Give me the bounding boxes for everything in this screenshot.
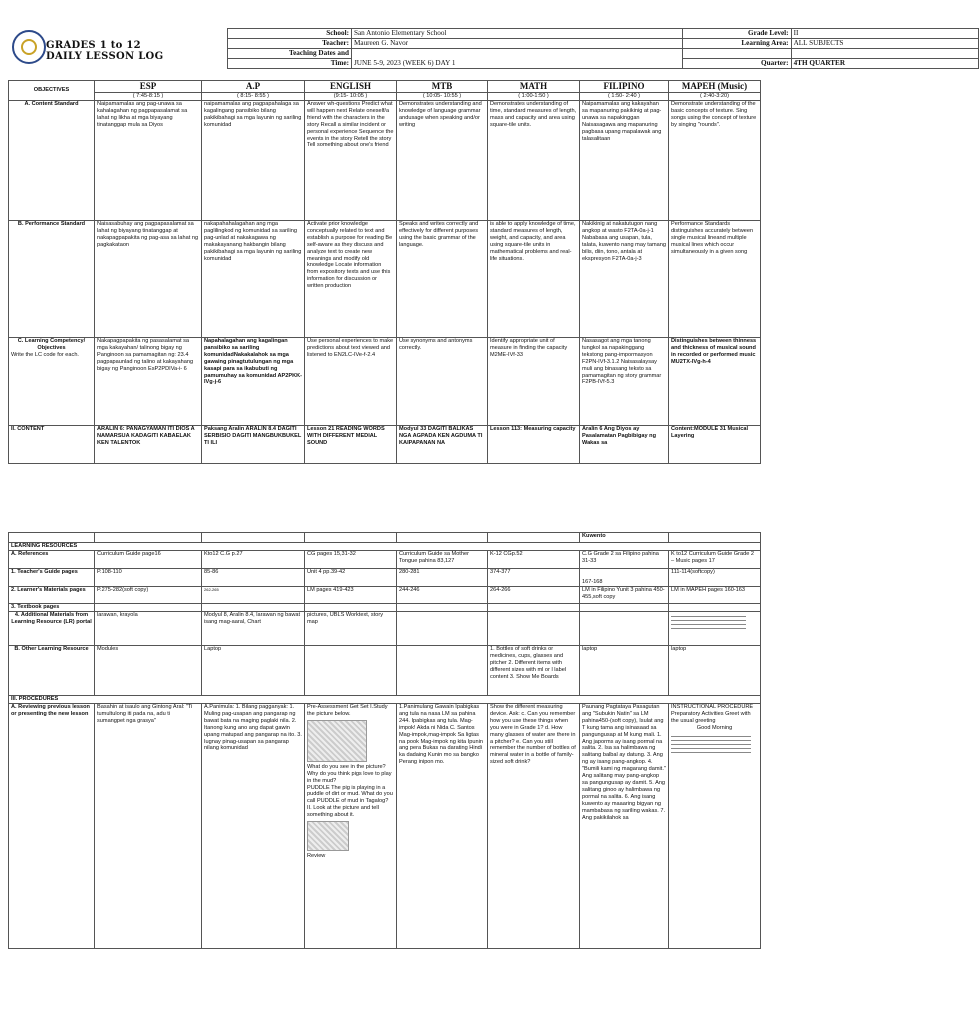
cell: Use personal experiences to make predictions about text viewed and listened to EN2LC-IVe-f-2.4 <box>305 338 397 426</box>
cell: Modules <box>95 646 202 696</box>
cell-english-procedure <box>305 704 397 949</box>
time-mtb: ( 10:05- 10:55 ) <box>397 93 488 101</box>
cell: Performance Standards distinguishes accurately between single musical lineand multiple musical lines which occur simultaneously in a given song <box>669 221 761 338</box>
cell: Basahin at isaulo ang Gintong Aral: "Ti tumultulong iti pada na, adu ti sumangpet nga grasya" <box>95 704 202 949</box>
cell: P.108-110 <box>95 569 202 587</box>
cell: Identify appropriate unit of measure in finding the capacity M2ME-IVf-33 <box>488 338 580 426</box>
cell: 85-86 <box>202 569 305 587</box>
time-ap: ( 8:15- 8:55 ) <box>202 93 305 101</box>
row-label-content-standard: A. Content Standard <box>9 101 95 221</box>
music-song-title: Good Morning <box>696 724 733 731</box>
subject-mtb: MTB <box>397 81 488 93</box>
grade-label: Grade Level: <box>683 29 791 39</box>
cell: Content:MODULE 31 Musical Layering <box>669 426 761 464</box>
row-label-competency <box>9 338 95 426</box>
cell: Speaks and writes correctly and effectively for different purposes using the basic grammar of the language. <box>397 221 488 338</box>
english-review: Review <box>307 853 326 860</box>
competency-sublabel: Write the LC code for each. <box>11 351 79 358</box>
row-label-content: II. CONTENT <box>9 426 95 464</box>
cell: Use synonyms and antonyms correctly. <box>397 338 488 426</box>
english-question-2: Why do you think pigs love to play in the mud? <box>307 770 392 784</box>
row-label-performance-standard: B. Performance Standard <box>9 221 95 338</box>
cell: Nakikinig at nakatutugon nang angkop at wasto F2TA-0a-j-1 Nababasa ang usapan, tula, talata, kuwento nang may tamang bilis, diin, tono, antala at ekspresyon F2TA-0a-j-3 <box>580 221 669 338</box>
area-label: Learning Area: <box>683 39 791 49</box>
cell: 374-377 <box>488 569 580 587</box>
cell: Curriculum Guide page16 <box>95 551 202 569</box>
cell: pictures, UBLS Worktext, story map <box>305 612 397 646</box>
cell: A.Panimula: 1. Bilang pagganyak: 1. Muling pag-usapan ang pangarap ng bawat bata na maging paglaki nila. 2. Itanong kung ano ang dapat gawin upang matupad ang pangarap na ito. 3. Iugnay pinag-usapan sa pangarap nilang komunidad <box>202 704 305 949</box>
cell: 1. Bottles of soft drinks or medicines, cups, glasses and pitcher 2. Different items with different sizes with ml or l label content 3. Show Me Boards <box>488 646 580 696</box>
competency-label: C. Learning Competency/ Objectives <box>17 338 86 351</box>
row-label-other-resources: B. Other Learning Resource <box>9 646 95 696</box>
objectives-label: OBJECTIVES <box>9 81 95 101</box>
cell: Kto12 C.G p.27 <box>202 551 305 569</box>
cell: ARALIN 6: PANAGYAMAN ITI DIOS A NAMARSUA KADAGITI KABAELAK KEN TALENTOK <box>95 426 202 464</box>
cell: Activate prior knowledge conceptually related to text and establish a purpose for reading Be self-aware as they discuss and analyze text to create new meanings and modify old knowledge Locate information from expository texts and use this information for discussion or written production <box>305 221 397 338</box>
cell: Unit 4 pp.39-42 <box>305 569 397 587</box>
cell: Aralin 6 Ang Diyos ay Pasalamatan Pagbibigay ng Wakas sa <box>580 426 669 464</box>
cell: is able to apply knowledge of time, standard measures of length, weight, and capacity, and area using square-tile units in mathematical problems and real-life situations. <box>488 221 580 338</box>
english-puddle: PUDDLE The pig is playing in a puddle of dirt or mud. What do you call PUDDLE of mud in Tagalog? <box>307 784 393 805</box>
cell: Distinguishes between thinness and thickness of musical sound in recorded or performed music MU2TX-IVg-h-4 <box>669 338 761 426</box>
cell: Nakapagpapakita ng pasasalamat sa mga kakayahan/ talinong bigay ng Panginoon sa pamamagitan ng: 23.4 pagpapaunlad ng talino at kakayahang bigay ng Panginoon EsP2PDIVa-i- 6 <box>95 338 202 426</box>
dates-label-1: Teaching Dates and <box>228 49 352 59</box>
quarter-value: 4TH QUARTER <box>791 59 978 69</box>
resources-table <box>8 532 761 949</box>
cell: larawan, krayola <box>95 612 202 646</box>
header-table <box>227 28 979 69</box>
pig-in-mud-picture <box>307 720 367 762</box>
cell: laptop <box>669 646 761 696</box>
quarter-label: Quarter: <box>683 59 791 69</box>
cell-music-procedure <box>669 704 761 949</box>
cell: Curriculum Guide sa Mother Tongue pahina 83,127 <box>397 551 488 569</box>
logo-title <box>46 40 176 62</box>
cell <box>397 612 488 646</box>
subject-math: MATH <box>488 81 580 93</box>
music-staff-image <box>671 614 746 632</box>
subject-esp: ESP <box>95 81 202 93</box>
time-mapeh: ( 2:40-3:20) <box>669 93 761 101</box>
cell: Demonstrates understanding of time, standard measures of length, mass and capacity and area using square-tile units. <box>488 101 580 221</box>
english-question-1: What do you see in the picture? <box>307 763 386 770</box>
cell: naipamamalas ang pagpapahalaga sa kagalingang pansibiko bilang pakikibahagi sa mga layunin ng sariling komunidad <box>202 101 305 221</box>
row-label-references: A. References <box>9 551 95 569</box>
cell: LM in Filipino Yunit 3 pahina 450-455,soft copy <box>580 587 669 604</box>
time-filipino: ( 1:50- 2:40 ) <box>580 93 669 101</box>
cell: 1.Panimulang Gawain Ipabigkas ang tula na nasa LM sa pahina 244. Ipabigkas ang tula. Mag-impok! Akda ni Nida C. Santos Mag-impok,mag-impok Sa ligtas na pook Mag-impok ng kita Ipunin ang pera Bukas na darating Hindi ka dadaing Kunin mo sa bangko Perang inipon mo. <box>397 704 488 949</box>
dates-label-2: Time: <box>228 59 352 69</box>
cell: Modyul 33 DAGITI BALIKAS NGA AGPADA KEN AGDUMA TI KAIPAPANAN NA <box>397 426 488 464</box>
subject-filipino: FILIPINO <box>580 81 669 93</box>
time-math: ( 1:00-1:50 ) <box>488 93 580 101</box>
cell: Lesson 21 READING WORDS WITH DIFFERENT MEDIAL SOUND <box>305 426 397 464</box>
time-esp: ( 7:45-8:15 ) <box>95 93 202 101</box>
deped-seal-icon <box>12 30 46 64</box>
cell: K-12 CGp.52 <box>488 551 580 569</box>
area-value: ALL SUBJECTS <box>791 39 978 49</box>
music-instructional-procedure: INSTRUCTIONAL PROCEDURE Preparatory Activities Greet with the usual greeting <box>671 704 754 724</box>
cell: Paksang Aralin ARALIN 8.4 DAGITI SERBISIO DAGITI MANGBUKBUKEL TI ILI <box>202 426 305 464</box>
english-look-picture: II. Look at the picture and tell something about it. <box>307 805 379 819</box>
cell: Naisasabuhay ang pagpapasalamat sa lahat ng biyayang tinatanggap at nakapagpapakita ng pag-asa sa lahat ng pagkakataon <box>95 221 202 338</box>
row-label-teachers-guide: 1. Teacher's Guide pages <box>9 569 95 587</box>
grade-value: II <box>791 29 978 39</box>
school-value: San Antonio Elementary School <box>351 29 682 39</box>
row-label-additional-materials: 4. Additional Materials from Learning Resource (LR) portal <box>9 612 95 646</box>
cell: P.275-282(soft copy) <box>95 587 202 604</box>
section-procedures: III. PROCEDURES <box>9 696 761 704</box>
english-pre-assessment: Pre-Assessment Get Set I.Study the picture below. <box>307 704 388 717</box>
cell: Show the different measuring device. Ask: c. Can you remember how you use these things when you were in Grade 1? d. How many glasses of water are there in a pitcher? e. Can you still remember the number of bottles of mineral water in a bottle of family-sized soft drink? <box>488 704 580 949</box>
cell: LM pages 419-423 <box>305 587 397 604</box>
cell: laptop <box>580 646 669 696</box>
cell <box>305 646 397 696</box>
row-label-textbook: 3. Textbook pages <box>9 604 95 612</box>
cell: Modyul 8, Aralin 8.4, larawan ng bawat isang mag-aaral, Chart <box>202 612 305 646</box>
cell: Demonstrate understanding of the basic concepts of texture. Sing songs using the concept of texture by singing "rounds". <box>669 101 761 221</box>
teacher-label: Teacher: <box>228 39 352 49</box>
cell: 264-266 <box>488 587 580 604</box>
cell <box>397 646 488 696</box>
cell: 244-246 <box>397 587 488 604</box>
cell: 280-281 <box>397 569 488 587</box>
teacher-value: Maureen G. Navor <box>351 39 682 49</box>
objectives-table <box>8 80 761 464</box>
logo-title-line-2: DAILY LESSON LOG <box>46 51 164 62</box>
row-label-learners-materials: 2. Learner's Materials pages <box>9 587 95 604</box>
subject-mapeh: MAPEH (Music) <box>669 81 761 93</box>
cell: nakapahahalagahan ang mga paglilingkod ng komunidad sa sariling pag-unlad at nakakagawa ng makakayanang hakbangin bilang pakikibahagi sa mga layunin ng sariling komunidad <box>202 221 305 338</box>
lesson-table-top <box>8 80 760 464</box>
cell: CG pages 15,31-32 <box>305 551 397 569</box>
cell: Nasasagot ang mga tanong tungkol sa napakinggang tekstong pang-impormasyon F2PN-IVf-3.1.2 Naisasalaysay muli ang binasang teksto sa pamamagitan ng story grammar F2PB-IVf-5.3 <box>580 338 669 426</box>
cell: Paunang Pagtataya Pasagutan ang "Subukin Natin" sa LM pahina450-(soft copy), Isulat ang T kung tama ang isinasaad sa pangungusap at M kung mali. 1. Ang japorms ay isang pormal na salita. 2. Isa sa halimbawa ng salitang balbal ay datung. 3. Ang ng ay isang pang-angkop. 4. "Bumili kami ng magarang damit." Ang salitang may pang-angkop sa pangungusap ay damit. 5. Ang salitang ginoo ay halimbawa ng pormal na salita. 6. Ang isang kuwento ay maaaring bigyan ng mambabasa ng sariling wakas. 7. Ang pakikilahok sa <box>580 704 669 949</box>
cell: LM in MAPEH pages 160-163 <box>669 587 761 604</box>
cell: Naipamamalas ang kakayahan sa mapanuring pakikinig at pag-unawa sa napakinggan Naisasagawa ang mapanuring pagbasa upang mapalawak ang talasalitaan <box>580 101 669 221</box>
content-continued: Kuwento <box>580 533 669 543</box>
subject-ap: A.P <box>202 81 305 93</box>
cell: K to12 Curriculum Guide Grade 2 – Music pages 17 <box>669 551 761 569</box>
cell: C.G Grade 2 sa Filipino pahina 31-33 <box>580 551 669 569</box>
cell: Naipamamalas ang pag-unawa sa kahalagahan ng pagpapasalamat sa lahat ng likha at mga biyayang tinatanggap mula sa Diyos <box>95 101 202 221</box>
cell: Laptop <box>202 646 305 696</box>
cell <box>488 612 580 646</box>
music-sheet-image <box>671 734 751 756</box>
cell <box>669 612 761 646</box>
header-info <box>227 28 846 69</box>
cell <box>580 612 669 646</box>
cell: Demonstrates understanding and knowledge of language grammar andusage when speaking and/or writing <box>397 101 488 221</box>
cell: 111-114(softcopy) <box>669 569 761 587</box>
subject-english: ENGLISH <box>305 81 397 93</box>
dates-value: JUNE 5-9, 2023 (WEEK 6) DAY 1 <box>351 49 682 69</box>
logo-title-line-1: GRADES 1 to 12 <box>46 40 141 51</box>
lesson-table-bottom <box>8 532 760 949</box>
cell: 167-168 <box>580 569 669 587</box>
cell: 262-265 <box>202 587 305 604</box>
time-english: (9:15- 10:05 ) <box>305 93 397 101</box>
cell: Lesson 113: Measuring capacity <box>488 426 580 464</box>
school-label: School: <box>228 29 352 39</box>
cell: Napahalagahan ang kagalingan pansibiko sa sariling komunidadNakakalahok sa mga gawaing pinagtutulungan ng mga kasapi para sa ikabubuti ng pamumuhay sa komunidad AP2PKK-IVg-j-6 <box>202 338 305 426</box>
second-picture <box>307 821 349 851</box>
section-learning-resources: LEARNING RESOURCES <box>9 543 761 551</box>
cell: Answer wh-questions Predict what will happen next Relate oneself/a friend with the characters in the story Recall a similar incident or personal experience Sequence the events in the story Retell the story Tell something about one's friend <box>305 101 397 221</box>
row-label-reviewing: A. Reviewing previous lesson or presenting the new lesson <box>9 704 95 949</box>
